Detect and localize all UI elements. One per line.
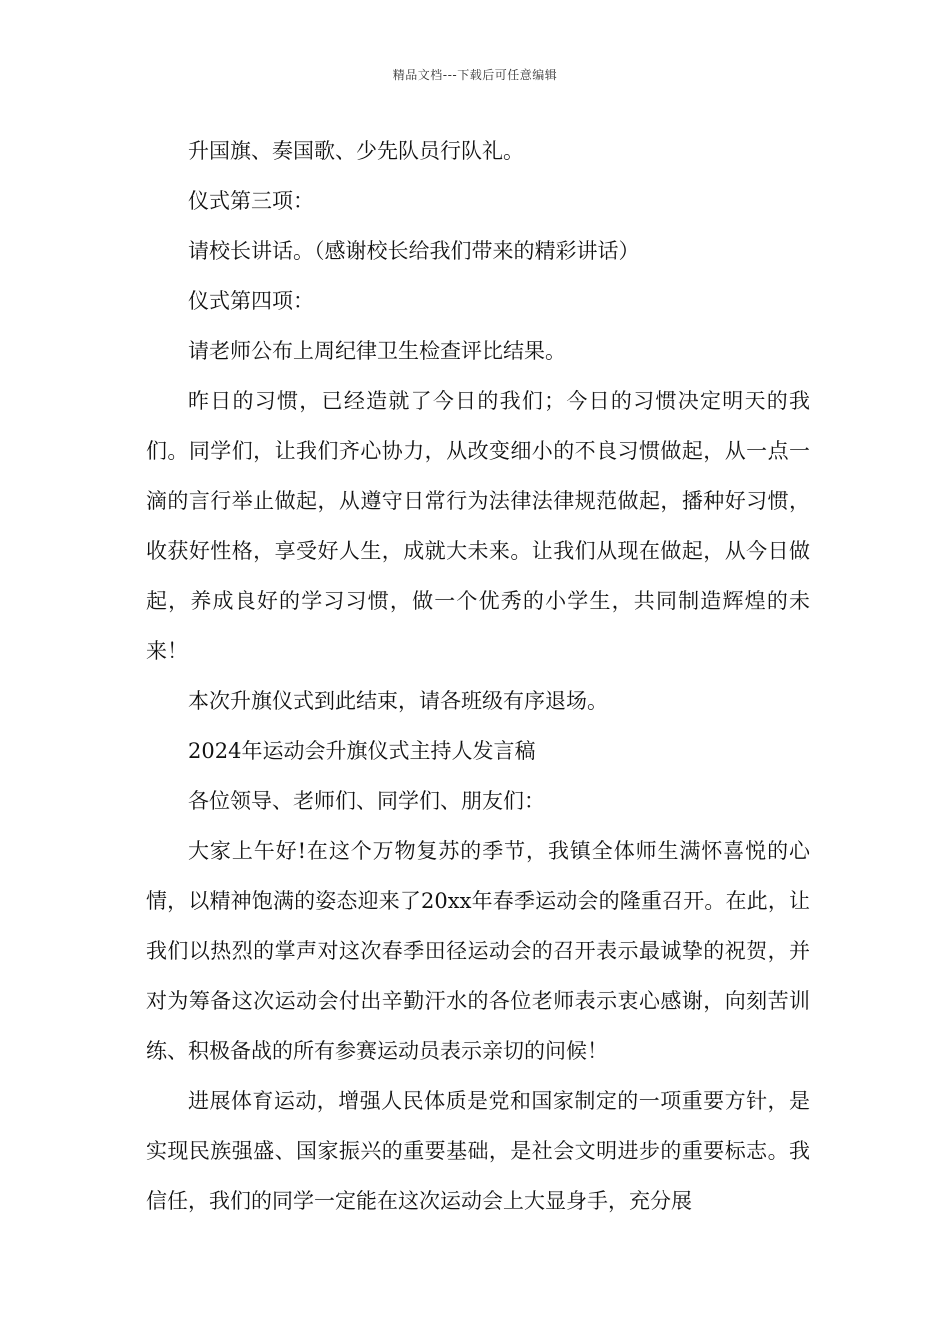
paragraph-greeting: 各位领导、老师们、同学们、朋友们： bbox=[188, 789, 545, 813]
paragraph-opening-remarks: 大家上午好!在这个万物复苏的季节，我镇全体师生满怀喜悦的心情，以精神饱满的姿态迎来了20xx年春季运动会的隆重召开。在此，让我们以热烈的掌声对这次春季田径运动会的召开表示最诚挚的祝贺，并对为筹备这次运动会付出辛勤汗水的各位老师表示衷心感谢，向刻苦训练、积极备战的所有参赛运动员表示亲切的问候！ bbox=[146, 839, 810, 1063]
document-body bbox=[146, 126, 810, 1226]
paragraph-inspection-results: 请老师公布上周纪律卫生检查评比结果。 bbox=[188, 339, 566, 363]
paragraph-section-title: 2024年运动会升旗仪式主持人发言稿 bbox=[188, 739, 536, 763]
paragraph-principal-speech: 请校长讲话。（感谢校长给我们带来的精彩讲话） bbox=[188, 239, 640, 263]
page-header: 精品文档---下载后可任意编辑 bbox=[392, 68, 558, 82]
paragraph-ceremony-item-four: 仪式第四项： bbox=[188, 289, 314, 313]
paragraph-flag-raising: 升国旗、奏国歌、少先队员行队礼。 bbox=[188, 139, 524, 163]
paragraph-ceremony-item-three: 仪式第三项： bbox=[188, 189, 314, 213]
paragraph-ceremony-end: 本次升旗仪式到此结束，请各班级有序退场。 bbox=[188, 689, 608, 713]
paragraph-sports-policy: 进展体育运动，增强人民体质是党和国家制定的一项重要方针，是实现民族强盛、国家振兴的重要基础，是社会文明进步的重要标志。我信任，我们的同学一定能在这次运动会上大显身手，充分展 bbox=[146, 1089, 810, 1213]
paragraph-habits: 昨日的习惯，已经造就了今日的我们；今日的习惯决定明天的我们。同学们，让我们齐心协力，从改变细小的不良习惯做起，从一点一滴的言行举止做起，从遵守日常行为法律法律规范做起，播种好习惯，收获好性格，享受好人生，成就大未来。让我们从现在做起，从今日做起，养成良好的学习习惯，做一个优秀的小学生，共同制造辉煌的未来！ bbox=[146, 389, 810, 663]
